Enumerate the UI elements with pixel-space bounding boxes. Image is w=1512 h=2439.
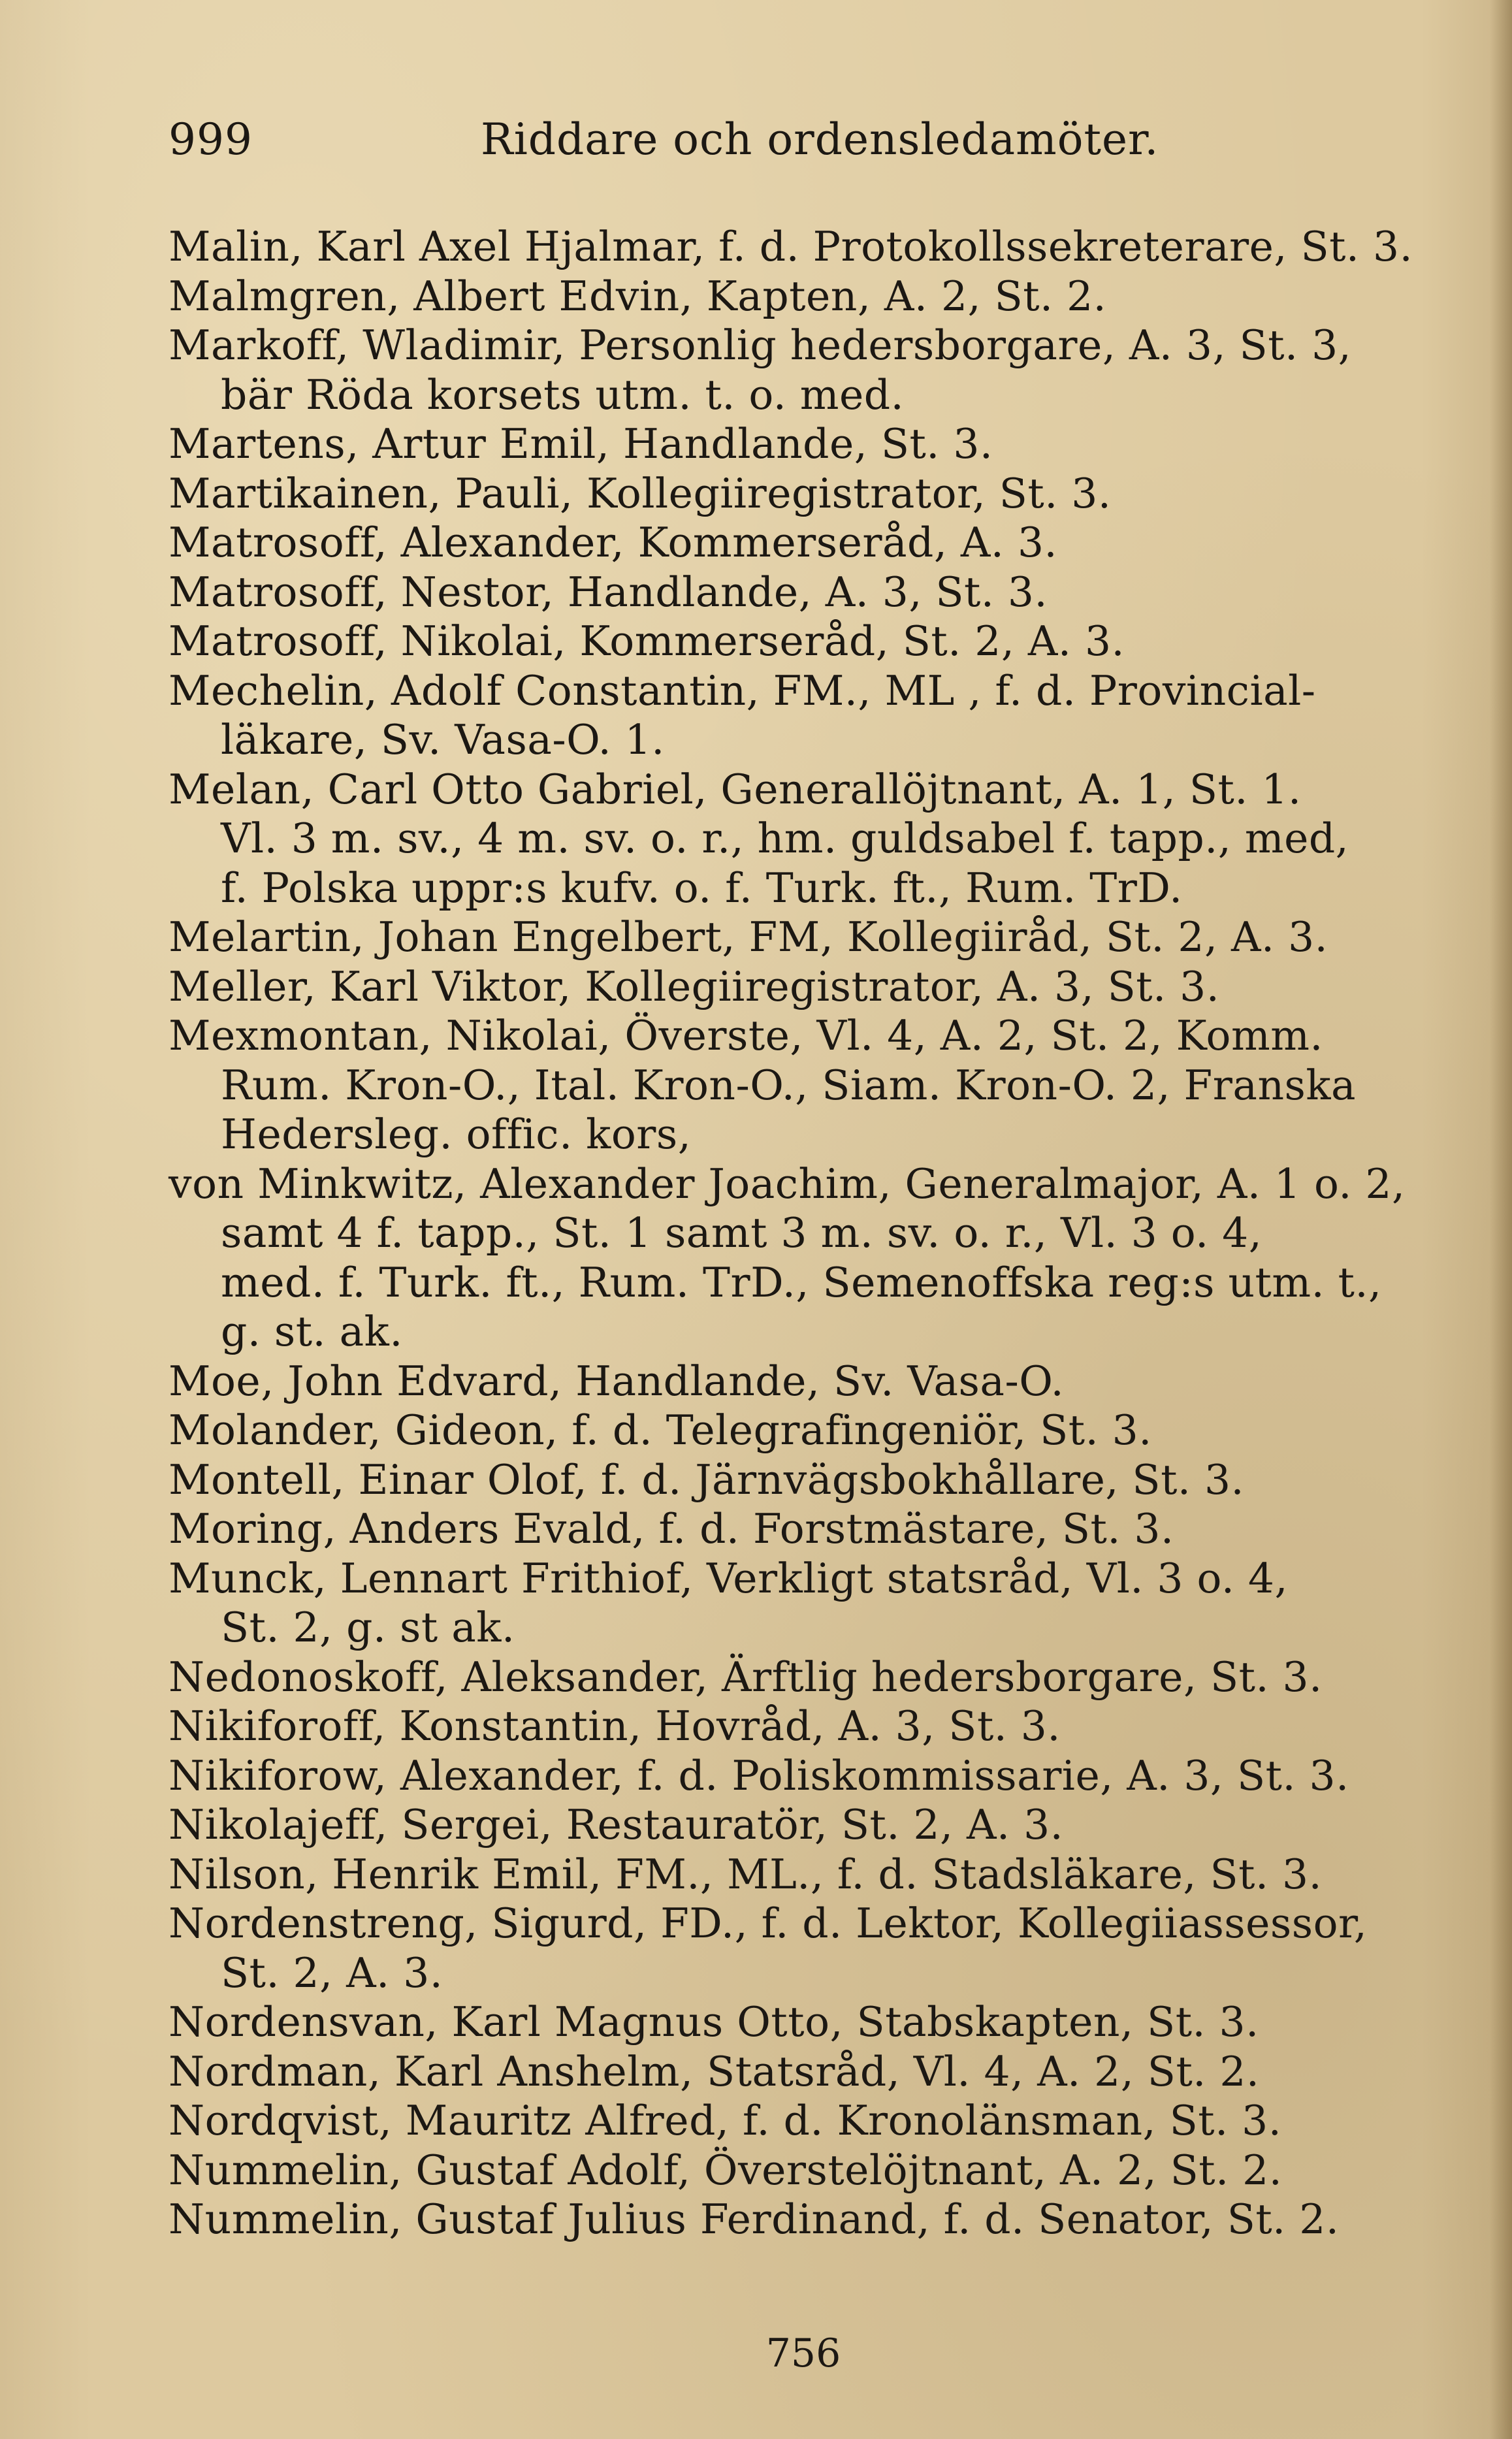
entry-continuation-line: St. 2, g. st ak.: [221, 1604, 515, 1651]
entry-first-line: Nilson, Henrik Emil, FM., ML., f. d. Stadsläkare, St. 3.: [169, 1850, 1323, 1898]
entry-first-line: Matrosoff, Alexander, Kommerseråd, A. 3.: [169, 519, 1058, 566]
entry-continuation-line: läkare, Sv. Vasa-O. 1.: [221, 716, 665, 764]
entry-first-line: Nikolajeff, Sergei, Restauratör, St. 2, A. 3.: [169, 1801, 1064, 1849]
entry-continuation-line: bär Röda korsets utm. t. o. med.: [221, 370, 905, 419]
list-item: [169, 2047, 1462, 2097]
entry-first-line: Nummelin, Gustaf Julius Ferdinand, f. d. Senator, St. 2.: [169, 2195, 1340, 2243]
list-item: [169, 272, 1462, 321]
entry-first-line: Montell, Einar Olof, f. d. Järnvägsbokhållare, St. 3.: [169, 1455, 1245, 1504]
entry-first-line: Malin, Karl Axel Hjalmar, f. d. Protokollssekreterare, St. 3.: [169, 223, 1413, 270]
list-item: [169, 222, 1462, 272]
header-page-number: 999: [169, 114, 253, 165]
entry-first-line: Nordqvist, Mauritz Alfred, f. d. Kronolänsman, St. 3.: [169, 2097, 1282, 2144]
list-item: [169, 1653, 1462, 1702]
entry-continuation-line: Vl. 3 m. sv., 4 m. sv. o. r., hm. guldsabel f. tapp., med,: [221, 815, 1349, 862]
entry-first-line: Molander, Gideon, f. d. Telegrafingeniör, St. 3.: [169, 1406, 1152, 1454]
footer-page-number: 756: [765, 2331, 841, 2376]
list-item: [169, 469, 1462, 519]
list-item: [169, 1504, 1462, 1554]
entry-first-line: Nedonoskoff, Aleksander, Ärftlig hedersborgare, St. 3.: [169, 1653, 1323, 1701]
list-item: [169, 1357, 1462, 1406]
entry-first-line: von Minkwitz, Alexander Joachim, Generalmajor, A. 1 o. 2,: [169, 1159, 1406, 1208]
entry-continuation-line: Hedersleg. offic. kors,: [221, 1110, 692, 1158]
entry-first-line: Melan, Carl Otto Gabriel, Generallöjtnant, A. 1, St. 1.: [169, 765, 1302, 813]
list-item: [169, 1751, 1462, 1801]
entry-first-line: Munck, Lennart Frithiof, Verkligt statsråd, Vl. 3 o. 4,: [169, 1554, 1288, 1602]
entry-first-line: Melartin, Johan Engelbert, FM, Kollegiiråd, St. 2, A. 3.: [169, 913, 1328, 961]
entry-first-line: Meller, Karl Viktor, Kollegiiregistrator, A. 3, St. 3.: [169, 962, 1220, 1010]
entry-continuation-line: samt 4 f. tapp., St. 1 samt 3 m. sv. o. r., Vl. 3 o. 4,: [221, 1209, 1263, 1257]
list-item: [169, 1899, 1462, 1997]
list-item: [169, 1406, 1462, 1455]
list-item: [169, 962, 1462, 1012]
entry-first-line: Mexmontan, Nikolai, Överste, Vl. 4, A. 2, St. 2, Komm.: [169, 1012, 1323, 1059]
list-item: [169, 419, 1462, 469]
list-item: [169, 913, 1462, 962]
entry-first-line: Mechelin, Adolf Constantin, FM., ML , f. d. Provincial-: [169, 666, 1316, 715]
entry-continuation-line: med. f. Turk. ft., Rum. TrD., Semenoffska reg:s utm. t.,: [221, 1258, 1382, 1306]
list-item: [169, 666, 1462, 765]
list-item: [169, 2146, 1462, 2195]
entry-continuation-line: g. st. ak.: [221, 1308, 403, 1355]
list-item: [169, 321, 1462, 419]
entry-first-line: Martens, Artur Emil, Handlande, St. 3.: [169, 420, 993, 468]
list-item: [169, 1011, 1462, 1159]
list-item: [169, 2195, 1462, 2244]
entry-continuation-line: Rum. Kron-O., Ital. Kron-O., Siam. Kron-O. 2, Franska: [221, 1061, 1357, 1109]
entry-first-line: Markoff, Wladimir, Personlig hedersborgare, A. 3, St. 3,: [169, 321, 1352, 369]
entry-first-line: Nikiforoff, Konstantin, Hovråd, A. 3, St. 3.: [169, 1702, 1061, 1750]
entry-first-line: Nordensvan, Karl Magnus Otto, Stabskapten, St. 3.: [169, 1998, 1259, 2046]
list-item: [169, 1997, 1462, 2047]
page-edge-shadow: [1490, 0, 1512, 2439]
list-item: [169, 1554, 1462, 1653]
entry-first-line: Nikiforow, Alexander, f. d. Poliskommissarie, A. 3, St. 3.: [169, 1751, 1349, 1800]
entry-first-line: Nordman, Karl Anshelm, Statsråd, Vl. 4, A. 2, St. 2.: [169, 2047, 1260, 2095]
entry-list: [169, 222, 1462, 2244]
list-item: [169, 617, 1462, 666]
list-item: [169, 1800, 1462, 1850]
list-item: [169, 1455, 1462, 1505]
entry-continuation-line: f. Polska uppr:s kufv. o. f. Turk. ft., Rum. TrD.: [221, 864, 1183, 912]
entry-first-line: Nordenstreng, Sigurd, FD., f. d. Lektor, Kollegiiassessor,: [169, 1899, 1368, 1947]
list-item: [169, 568, 1462, 617]
list-item: [169, 1159, 1462, 1357]
entry-first-line: Nummelin, Gustaf Adolf, Överstelöjtnant, A. 2, St. 2.: [169, 2146, 1283, 2194]
list-item: [169, 1702, 1462, 1751]
entry-first-line: Matrosoff, Nikolai, Kommerseråd, St. 2, A. 3.: [169, 617, 1125, 665]
entry-first-line: Matrosoff, Nestor, Handlande, A. 3, St. 3.: [169, 568, 1048, 616]
list-item: [169, 2096, 1462, 2146]
list-item: [169, 518, 1462, 568]
entry-first-line: Moe, John Edvard, Handlande, Sv. Vasa-O.: [169, 1357, 1065, 1405]
entry-continuation-line: St. 2, A. 3.: [221, 1948, 443, 1997]
entry-first-line: Malmgren, Albert Edvin, Kapten, A. 2, St. 2.: [169, 272, 1107, 320]
entry-first-line: Moring, Anders Evald, f. d. Forstmästare, St. 3.: [169, 1505, 1174, 1553]
list-item: [169, 1850, 1462, 1899]
page-header: [169, 114, 1462, 186]
running-title: Riddare och ordensledamöter.: [481, 114, 1159, 165]
entry-first-line: Martikainen, Pauli, Kollegiiregistrator, St. 3.: [169, 469, 1112, 517]
list-item: [169, 765, 1462, 913]
